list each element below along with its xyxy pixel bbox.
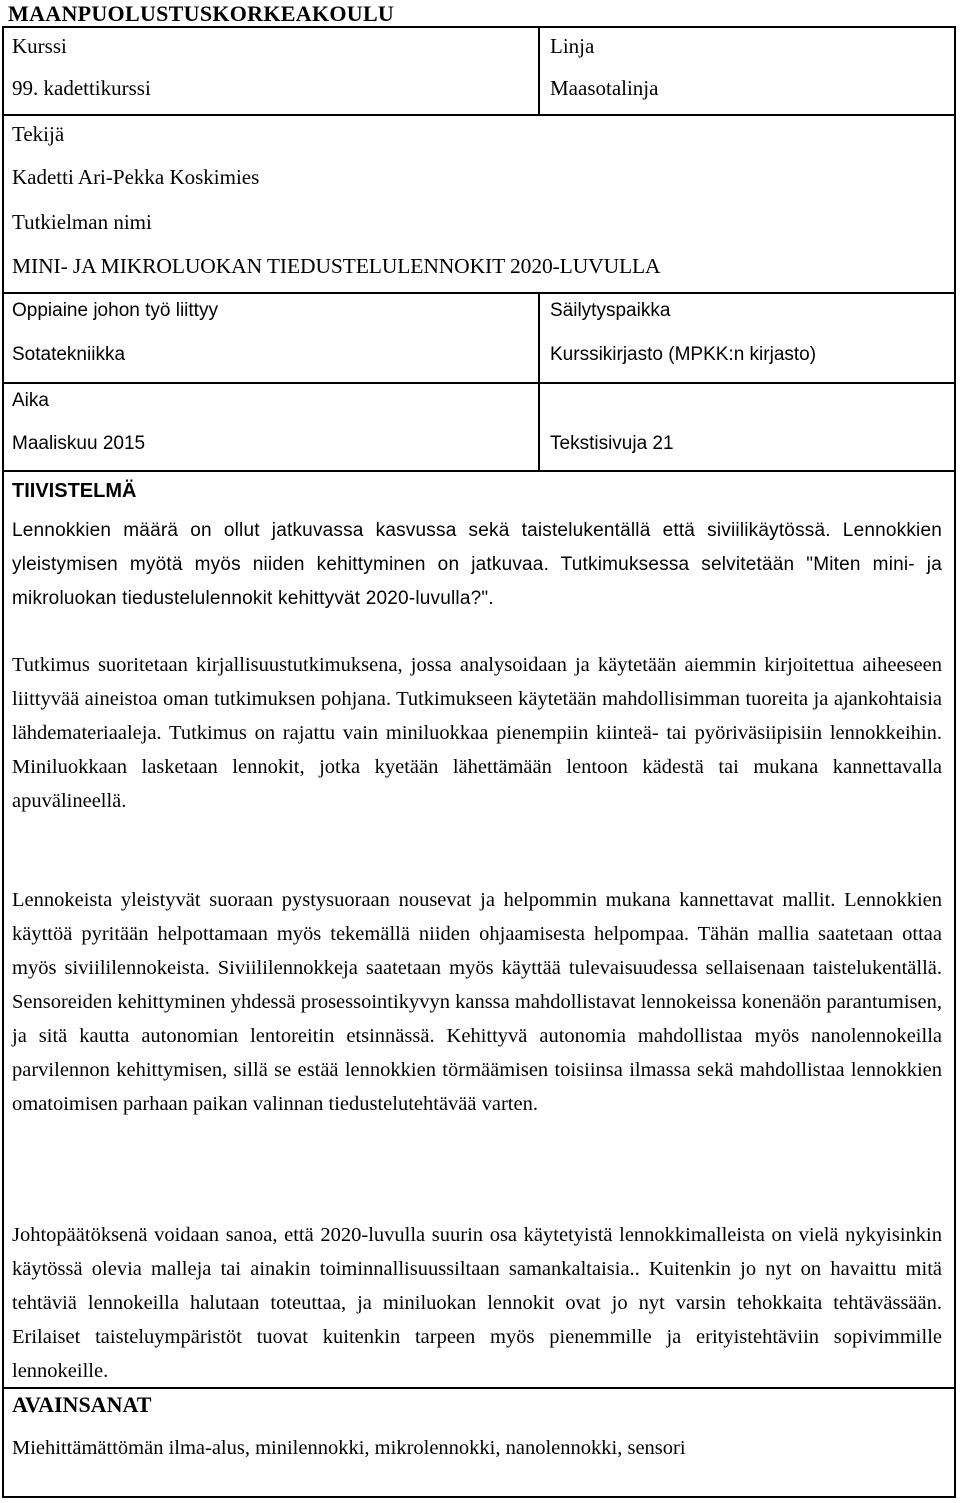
subject-label: Oppiaine johon työ liittyy [12, 300, 218, 321]
abstract-heading: TIIVISTELMÄ [12, 480, 137, 502]
line-value: Maasotalinja [550, 76, 659, 100]
abstract-paragraph-2: Tutkimus suoritetaan kirjallisuustutkimuksena, jossa analysoidaan ja käytetään aiemmin kirjoitettua aiheeseen liittyvää aineistoa oman tutkimuksen pohjana. Tutkimukseen käytetään mahdollisimman tuoreita ja ajankohtaisia lähdemateriaaleja. Tutkimus on rajattu vain miniluokkaa pienempiin kiinteä- tai pyöriväsiipisiin lennokkeihin. Miniluokkaan lasketaan lennokit, jotka kyetään lähettämään lentoon kädestä tai mukana kannettavalla apuvälineellä. [12, 654, 942, 812]
institution-header: MAANPUOLUSTUSKORKEAKOULU [8, 1, 395, 26]
author-value: Kadetti Ari-Pekka Koskimies [12, 165, 260, 189]
page-count: Tekstisivuja 21 [550, 433, 674, 454]
keywords-heading: AVAINSANAT [12, 1392, 152, 1417]
line-label: Linja [550, 34, 595, 58]
abstract-paragraph-4: Johtopäätöksenä voidaan sanoa, että 2020-luvulla suurin osa käytetyistä lennokkimalleista on vielä nykyisinkin käytössä olevia malleja tai ainakin toiminnallisuussiltaan samankaltaisia.. Kuitenkin jo nyt on havaittu mitä tehtäviä lennokeilla halutaan toteuttaa, ja miniluokan lennokit ovat jo nyt varsin tehokkaita tehtävässään. Erilaiset taisteluympäristöt tuovat kuitenkin tarpeen myös pienemmille ja erityistehtäviin sopivimmille lennokeille. [12, 1224, 942, 1382]
course-value: 99. kadettikurssi [12, 76, 151, 100]
keywords-value: Miehittämättömän ilma-alus, minilennokki, mikrolennokki, nanolennokki, sensori [12, 1437, 686, 1459]
storage-value: Kurssikirjasto (MPKK:n kirjasto) [550, 344, 817, 365]
thesis-title-value: MINI- JA MIKROLUOKAN TIEDUSTELULENNOKIT 2020-LUVULLA [12, 254, 661, 278]
abstract-paragraph-3: Lennokeista yleistyvät suoraan pystysuoraan nousevat ja helpommin mukana kannettavat mallit. Lennokkien käyttöä pyritään helpottamaan myös tekemällä niiden ohjaamisesta helpompaa. Tähän mallia saatetaan ottaa myös siviililennokeista. Siviililennokkeja saatetaan myös käyttää tulevaisuudessa sellaisenaan taistelukentällä. Sensoreiden kehittyminen yhdessä prosessointikyvyn kanssa mahdollistavat lennokeissa konenäön parantumisen, ja sitä kautta autonomian lentoreitin etsinnässä. Kehittyvä autonomia mahdollistaa myös nanolennokeilla parvilennon kehittymisen, sillä se estää lennokkien törmäämisen toisiinsa ilmassa sekä mahdollistaa lennokkien omatoimisen parhaan paikan valinnan tiedustelutehtävää varten. [12, 889, 942, 1115]
subject-value: Sotatekniikka [12, 344, 126, 365]
storage-label: Säilytyspaikka [550, 300, 671, 321]
time-label: Aika [12, 390, 49, 411]
course-label: Kurssi [12, 34, 67, 58]
thesis-title-label: Tutkielman nimi [12, 210, 152, 234]
abstract-paragraph-1: Lennokkien määrä on ollut jatkuvassa kasvussa sekä taistelukentällä että siviilikäytössä. Lennokkien yleistymisen myötä myös niiden kehittyminen on jatkuvaa. Tutkimuksessa selvitetään "Miten mini- ja mikroluokan tiedustelulennokit kehittyvät 2020-luvulla?". [12, 520, 942, 609]
time-value: Maaliskuu 2015 [12, 433, 146, 454]
author-label: Tekijä [12, 122, 65, 146]
